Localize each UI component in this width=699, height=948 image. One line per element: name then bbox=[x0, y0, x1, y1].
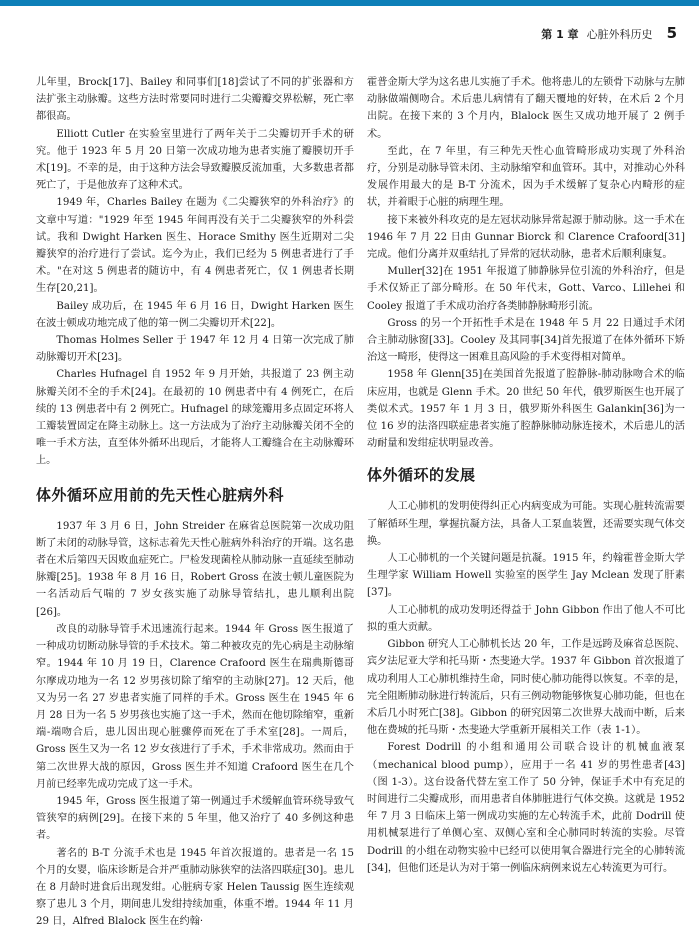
paragraph: 至此，在 7 年里，有三种先天性心血管畸形成功实现了外科治疗，分别是动脉导管未闭、主动脉缩窄和血管环。其中，对推动心外科发展作用最大的是 B-T 分流术，因为手术缓解了复杂心内畸形的症状，并着眼于心脏的病理生理。 bbox=[367, 145, 685, 209]
paragraph: 1958 年 Glenn[35]在美国首先报道了腔静脉-肺动脉吻合术的临床应用，也就是 Glenn 手术。20 世纪 50 年代，俄罗斯医生也开展了类似术式。1957 年 1 月 3 日，俄罗斯外科医生 Galankin[36]为一位 16 岁的法洛四联症患者实施了腔静脉肺动脉连接术，术后患儿的活动耐量和发绀症状明显改善。 bbox=[367, 369, 685, 450]
left-column bbox=[36, 74, 354, 931]
paragraph: Muller[32]在 1951 年报道了肺静脉异位引流的外科治疗，但是手术仅矫正了部分畸形。在 50 年代末，Gott、Varco、Lillehei 和 Cooley 报道了手术成功治疗各类肺静脉畸形引流。 bbox=[367, 266, 685, 312]
paragraph: Charles Hufnagel 自 1952 年 9 月开始，共报道了 23 例主动脉瓣关闭不全的手术[24]。在最初的 10 例患者中有 4 例死亡，在后续的 13 例患者中有 2 例死亡。Hufnagel 的球笼瓣用多点固定环将人工瓣装置固定在降主动脉上。这一方法成为了治疗主动脉瓣关闭不全的唯一手术方法，直至体外循环出现后，才能将人工瓣缝合在主动脉瓣环上。 bbox=[36, 369, 354, 467]
section-heading: 体外循环的发展 bbox=[367, 466, 476, 485]
paragraph: Gross 的另一个开拓性手术是在 1948 年 5 月 22 日通过手术闭合主肺动脉窗[33]。Cooley 及其同事[34]首先报道了在体外循环下矫治这一畸形，使得这一困难且高风险的手术变得相对简单。 bbox=[367, 317, 685, 364]
paragraph: 儿年里，Brock[17]、Bailey 和同事们[18]尝试了不同的扩张器和方法扩张主动脉瓣。这些方法时常要同时进行二尖瓣瓣交界松解，死亡率都很高。 bbox=[36, 77, 354, 123]
paragraph: 接下来被外科攻克的是左冠状动脉异常起源于肺动脉。这一手术在 1946 年 7 月 22 日由 Gunnar Biorck 和 Clarence Crafoord[31]完成。他们分离并双重结扎了异常的冠状动脉，患者术后顺利康复。 bbox=[367, 214, 685, 261]
section-heading: 体外循环应用前的先天性心脏病外科 bbox=[36, 485, 285, 504]
paragraph: Bailey 成功后，在 1945 年 6 月 16 日，Dwight Harken 医生在波士顿成功地完成了他的第一例二尖瓣切开术[22]。 bbox=[36, 300, 354, 329]
chapter-number: 第 1 章 bbox=[541, 28, 579, 41]
running-header bbox=[541, 24, 677, 42]
paragraph: 人工心肺机的成功发明还得益于 John Gibbon 作出了他人不可比拟的重大贡献。 bbox=[367, 604, 685, 633]
paragraph: 1945 年，Gross 医生报道了第一例通过手术缓解血管环绕导致气管狭窄的病例[29]。在接下来的 5 年里，他又治疗了 40 多例这种患者。 bbox=[36, 795, 354, 842]
paragraph: 著名的 B-T 分流手术也是 1945 年首次报道的。患者是一名 15 个月的女婴，临床诊断是合并严重肺动脉狭窄的法洛四联症[30]。患儿在 8 月龄时进食后出现发绀。心脏病专家 Helen Taussig 医生连续观察了患儿 3 个月，期间患儿发绀持续加重，体重不增。1944 年 11 月 29 日，Alfred Blalock 医生在约翰· bbox=[36, 847, 354, 928]
chapter-title: 心脏外科历史 bbox=[586, 28, 653, 41]
paragraph: Gibbon 研究人工心肺机长达 20 年，工作是远跨及麻省总医院、宾夕法尼亚大学和托马斯・杰斐逊大学。1937 年 Gibbon 首次报道了成功利用人工心肺机维持生命，同时使心肺功能得以恢复。不幸的是，完全阻断肺动脉进行转流后，只有三例动物能够恢复心肺功能，但也在术后几小时死亡[38]。Gibbon 的研究因第二次世界大战而中断，后来他在费城的托马斯・杰斐逊大学重新开展相关工作（表 1-1）。 bbox=[367, 639, 685, 737]
header-accent-bar bbox=[0, 0, 699, 6]
paragraph: Elliott Cutler 在实验室里进行了两年关于二尖瓣切开手术的研究。他于 1923 年 5 月 20 日第一次成功地为患者实施了瓣膜切开手术[19]。不幸的是，由于这种方法会导致瓣膜反流加重，大多数患者都死亡了，于是他放弃了这种术式。 bbox=[36, 128, 354, 192]
paragraph: 人工心肺机的一个关键问题是抗凝。1915 年，约翰霍普金斯大学生理学家 William Howell 实验室的医学生 Jay Mclean 发现了肝素[37]。 bbox=[367, 553, 685, 599]
paragraph: 1937 年 3 月 6 日，John Streider 在麻省总医院第一次成功阻断了未闭的动脉导管，这标志着先天性心脏病外科治疗的开端。这名患者在术后第四天因败血症死亡。尸检发现菌栓从肺动脉一直延续至肺动脉瓣[25]。1938 年 8 月 16 日，Robert Gross 在波士顿儿童医院为一名活动后气喘的 7 岁女孩实施了动脉导管结扎，患儿顺利出院[26]。 bbox=[36, 520, 354, 618]
paragraph: 1949 年，Charles Bailey 在题为《二尖瓣狭窄的外科治疗》的文章中写道："1929 年至 1945 年间再没有关于二尖瓣狭窄的外科尝试。我和 Dwight Harken 医生、Horace Smithy 医生近期对二尖瓣狭窄的治疗进行了尝试。迄今为止，我们已经为 5 例患者进行了手术。"在对这 5 例患者的随访中，有 4 例患者死亡，仅 1 例患者长期生存[20,21]。 bbox=[36, 197, 354, 295]
paragraph: 改良的动脉导管手术迅速流行起来。1944 年 Gross 医生报道了一种成功切断动脉导管的手术技术。第二种被攻克的先心病是主动脉缩窄。1944 年 10 月 19 日，Clarence Crafoord 医生在瑞典斯德哥尔摩成功地为一名 12 岁男孩切除了缩窄的主动脉[27]。12 天后，他又为另一名 27 岁患者实施了同样的手术。Gross 医生在 1945 年 6 月 28 日为一名 5 岁男孩也实施了这一手术，然而在他切除缩窄，重新端-端吻合后，患儿因出现心脏骤停而死在了手术室[28]。一周后，Gross 医生又为一名 12 岁女孩进行了手术，手术非常成功。然而由于第二次世界大战的原因，Gross 医生并不知道 Crafoord 医生在几个月前已经率先成功完成了这一手术。 bbox=[36, 623, 354, 790]
paragraph: Thomas Holmes Seller 于 1947 年 12 月 4 日第一次完成了肺动脉瓣切开术[23]。 bbox=[36, 335, 354, 364]
paragraph: Forest Dodrill 的小组和通用公司联合设计的机械血液泵（mechanical blood pump），应用于一名 41 岁的男性患者[43]（图 1-3）。这台设备代替左室工作了 50 分钟，保证手术中有充足的时间进行二尖瓣成形，而用患者自体肺脏进行气体交换。这就是 1952 年 7 月 3 日临床上第一例成功实施的左心转流手术，此前 Dodrill 使用机械泵进行了单侧心室、双侧心室和全心肺同时转流的实验。尽管 Dodrill 的小组在动物实验中已经可以使用氧合器进行完全的心肺转流[34]，但他们还是认为对于第一例临床病例来说左心转流更为可行。 bbox=[367, 742, 685, 874]
right-column bbox=[367, 74, 685, 877]
paragraph: 人工心肺机的发明使得纠正心内病变成为可能。实现心脏转流需要了解循环生理，掌握抗凝方法，具备人工泵血装置，还需要实现气体交换。 bbox=[367, 501, 685, 547]
paragraph: 霍普金斯大学为这名患儿实施了手术。他将患儿的左锁骨下动脉与左肺动脉做端侧吻合。术后患儿病情有了翻天覆地的好转，在术后 2 个月出院。在接下来的 3 个月内，Blalock 医生又成功地开展了 2 例手术。 bbox=[367, 77, 685, 140]
page-number: 5 bbox=[666, 24, 677, 42]
